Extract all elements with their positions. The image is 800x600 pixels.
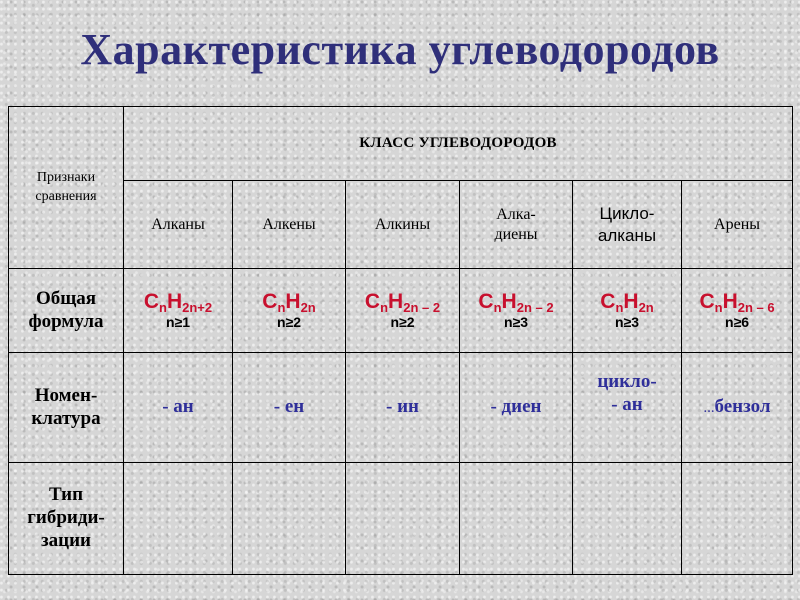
hydrocarbon-table	[8, 106, 793, 575]
condition-arenes: n≥6	[725, 314, 750, 330]
row-label-hybridization-line-1: Тип	[48, 484, 84, 506]
column-alkynes-label: Алкины	[374, 215, 431, 233]
formula-alkynes: $C_nH_{2n - 2}$	[364, 290, 441, 315]
nomenclature-alkadienes: - диен	[460, 353, 573, 463]
criteria-header	[9, 107, 124, 269]
column-alkenes-label: Алкены	[262, 215, 316, 233]
page-title: Характеристика углеводородов	[80, 25, 720, 74]
class-header: КЛАСС УГЛЕВОДОРОДОВ	[124, 107, 793, 181]
formula-alkadienes: $C_nH_{2n - 2}$	[478, 290, 554, 315]
hybridization-alkanes	[124, 463, 233, 575]
hybridization-cycloalkanes	[573, 463, 682, 575]
row-label-formula	[9, 269, 124, 353]
row-label-formula-line-1: Общая	[35, 287, 97, 309]
nomenclature-arenes-text: бензол	[714, 396, 771, 418]
column-header-arenes	[682, 181, 793, 269]
nomenclature-alkynes: - ин	[346, 353, 460, 463]
column-alkanes-label: Алканы	[151, 215, 205, 233]
row-label-nomenclature-line-2: клатура	[31, 407, 101, 429]
formula-cell-alkadienes	[460, 269, 573, 353]
column-alkadienes-label: Алка- диены	[494, 205, 538, 243]
formula-row	[9, 269, 793, 353]
nomenclature-cycloalkanes-text: цикло- - ан	[597, 371, 657, 415]
hybridization-row	[9, 463, 793, 575]
row-label-hybridization-line-2: гибриди-	[27, 507, 105, 529]
row-label-hybridization-line-3: зации	[41, 529, 91, 551]
column-header-alkynes	[346, 181, 460, 269]
column-arenes-label: Арены	[714, 215, 761, 233]
formula-arenes: $C_nH_{2n - 6}$	[699, 290, 775, 315]
formula-cell-alkynes	[346, 269, 460, 353]
formula-cell-cycloalkanes	[573, 269, 682, 353]
column-header-cycloalkanes	[573, 181, 682, 269]
column-header-alkadienes	[460, 181, 573, 269]
formula-alkanes: $C_nH_{2n+2}$	[143, 290, 213, 315]
condition-alkynes: n≥2	[390, 314, 415, 330]
column-header-alkanes	[124, 181, 233, 269]
nomenclature-arenes-prefix: …	[703, 403, 715, 416]
criteria-header-line-2: сравнения	[35, 188, 97, 204]
hybridization-arenes	[682, 463, 793, 575]
condition-alkanes: n≥1	[165, 314, 191, 330]
formula-cycloalkanes: $C_nH_{2n}$	[600, 290, 654, 315]
criteria-header-line-1: Признаки	[36, 169, 96, 185]
nomenclature-alkenes: - ен	[233, 353, 346, 463]
nomenclature-arenes	[682, 353, 793, 463]
column-cycloalkanes-label: Цикло- алканы	[597, 204, 657, 245]
hybridization-alkynes	[346, 463, 460, 575]
column-header-alkenes	[233, 181, 346, 269]
nomenclature-row	[9, 353, 793, 463]
row-label-nomenclature-line-1: Номен-	[34, 384, 98, 406]
hybridization-alkadienes	[460, 463, 573, 575]
row-label-nomenclature	[9, 353, 124, 463]
formula-alkenes: $C_nH_{2n}$	[262, 290, 316, 315]
condition-cycloalkanes: n≥3	[614, 314, 640, 330]
nomenclature-cycloalkanes	[573, 353, 682, 463]
formula-cell-alkanes	[124, 269, 233, 353]
formula-cell-alkenes	[233, 269, 346, 353]
hybridization-alkenes	[233, 463, 346, 575]
nomenclature-alkanes: - ан	[124, 353, 233, 463]
condition-alkenes: n≥2	[276, 314, 302, 330]
row-label-formula-line-2: формула	[28, 310, 104, 332]
condition-alkadienes: n≥3	[503, 314, 529, 330]
row-label-hybridization	[9, 463, 124, 575]
formula-cell-arenes	[682, 269, 793, 353]
